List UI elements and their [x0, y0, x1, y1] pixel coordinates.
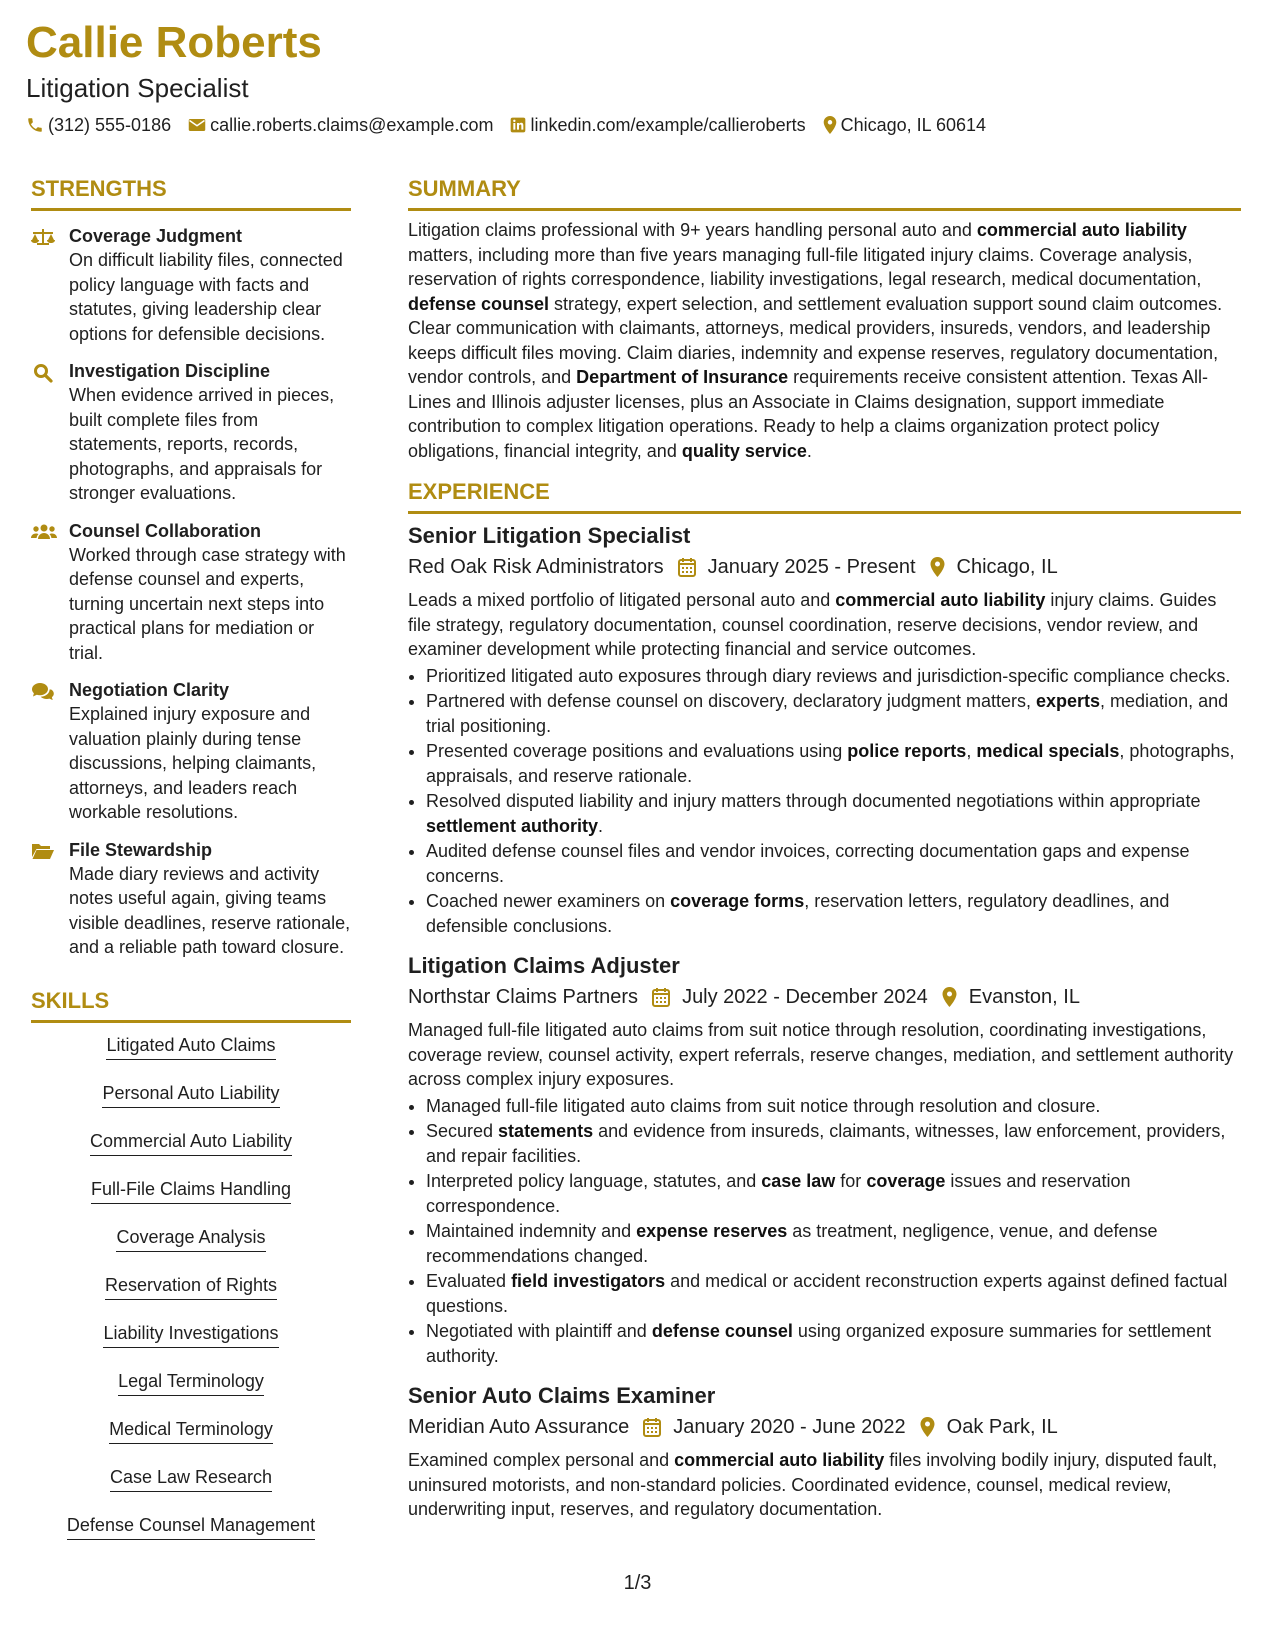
summary-text: Litigation claims professional with 9+ years handling personal auto and commercial auto liability matters, including more than five years managing full-file litigated injury claims. Coverage analysis, reservation of rights correspondence, liability investigations, legal research, medical documentation, defense counsel strategy, expert selection, and settlement evaluation support sound claim outcomes. Clear communication with claimants, attorneys, medical providers, insureds, vendors, and leadership keeps difficult files moving. Claim diaries, indemnity and expense reserves, regulatory documentation, vendor controls, and Department of Insurance requirements receive consistent attention. Texas All-Lines and Illinois adjuster licenses, plus an Associate in Claims designation, support immediate contribution to complex litigation operations. Ready to help a claims organization protect policy obligations, financial integrity, and quality service. [408, 220, 1223, 461]
map-pin-icon [823, 116, 837, 134]
job-location: Oak Park, IL [920, 1412, 1058, 1442]
skill-item: Case Law Research [31, 1465, 351, 1492]
job-title: Litigation Claims Adjuster [408, 953, 680, 978]
job-bullets [408, 664, 1241, 939]
bullet-item: • Secured statements and evidence from insureds, claimants, witnesses, law enforcement, providers, and repair facilities. [426, 1119, 1241, 1168]
location-text: Chicago, IL 60614 [840, 115, 987, 135]
skill-item: Medical Terminology [31, 1417, 351, 1444]
skill-item: Personal Auto Liability [31, 1081, 351, 1108]
skill-item: Commercial Auto Liability [31, 1129, 351, 1156]
strength-title: Investigation Discipline [69, 361, 271, 381]
strength-item [31, 359, 351, 506]
job-description: Managed full-file litigated auto claims from suit notice through resolution, coordinating investigations, coverage review, counsel activity, expert referrals, reserve changes, mediation, and settlement authority across complex injury exposures. [408, 1020, 1234, 1089]
job-entry [408, 952, 1241, 1368]
candidate-role: Litigation Specialist [26, 73, 249, 103]
calendar-icon [643, 1417, 661, 1437]
email-link[interactable]: callie.roberts.claims@example.com [210, 115, 494, 135]
skills-section [31, 988, 351, 1540]
experience-heading: EXPERIENCE [408, 479, 1241, 514]
strength-item [31, 519, 351, 666]
skill-item: Reservation of Rights [31, 1273, 351, 1300]
bold-keyword: expense reserves [636, 1221, 788, 1241]
bold-keyword: Department of Insurance [576, 367, 789, 387]
strength-title: Counsel Collaboration [69, 520, 262, 541]
strengths-heading: STRENGTHS [31, 176, 351, 211]
skill-item: Full-File Claims Handling [31, 1177, 351, 1204]
job-bullets [408, 1094, 1241, 1369]
map-pin-icon [930, 557, 945, 577]
skills-heading: SKILLS [31, 988, 351, 1023]
summary-heading: SUMMARY [408, 176, 1241, 211]
bullet-item: • Audited defense counsel files and vendor invoices, correcting documentation gaps and expense concerns. [426, 839, 1241, 888]
job-description: Leads a mixed portfolio of litigated personal auto and commercial auto liability injury claims. Guides file strategy, regulatory documentation, counsel coordination, reserve decisions, vendor review, and examiner development while protecting financial and service outcomes. [408, 590, 1217, 659]
right-column [408, 176, 1241, 1522]
contact-location [823, 114, 986, 136]
bold-keyword: field investigators [511, 1271, 666, 1291]
skill-item: Liability Investigations [31, 1321, 351, 1348]
linkedin-link[interactable]: linkedin.com/example/callieroberts [530, 115, 806, 135]
job-title: Senior Auto Claims Examiner [408, 1383, 716, 1408]
contact-phone [26, 114, 171, 136]
bold-keyword: settlement authority [426, 815, 599, 836]
bold-keyword: quality service [681, 440, 807, 461]
phone-text[interactable]: (312) 555-0186 [48, 115, 172, 135]
job-list [408, 522, 1241, 1522]
bold-keyword: medical specials [976, 741, 1120, 761]
bullet-item: • Maintained indemnity and expense reserves as treatment, negligence, venue, and defense recommendations changed. [426, 1219, 1241, 1268]
skill-item: Legal Terminology [31, 1369, 351, 1396]
job-meta [408, 982, 1241, 1012]
bold-keyword: case law [761, 1171, 836, 1191]
strength-item [31, 838, 351, 960]
job-company: Northstar Claims Partners [408, 986, 639, 1008]
strength-text: Explained injury exposure and valuation plainly during tense discussions, helping claimants, attorneys, and leaders reach workable resolutions. [69, 704, 317, 822]
job-dates: January 2020 - June 2022 [643, 1412, 905, 1442]
bullet-item: • Evaluated field investigators and medical or accident reconstruction experts against defined factual questions. [426, 1269, 1241, 1318]
envelope-icon [188, 117, 206, 133]
bold-keyword: experts [1035, 691, 1101, 711]
bullet-item: • Negotiated with plaintiff and defense counsel using organized exposure summaries for settlement authority. [426, 1319, 1241, 1368]
job-location: Chicago, IL [930, 552, 1058, 582]
job-company: Red Oak Risk Administrators [408, 556, 664, 578]
search-icon [33, 363, 53, 383]
skill-item: Coverage Analysis [31, 1225, 351, 1252]
page-number: 1/3 [623, 1572, 652, 1594]
job-description: Examined complex personal and commercial auto liability files involving bodily injury, disputed fault, uninsured motorists, and non-standard policies. Coordinated evidence, counsel, medical review, underwriting input, reserves, and regulatory documentation. [408, 1450, 1218, 1519]
job-dates: January 2025 - Present [678, 552, 916, 582]
contact-email [188, 114, 493, 136]
job-dates: July 2022 - December 2024 [652, 982, 928, 1012]
bold-keyword: coverage forms [670, 891, 805, 911]
strength-text: Worked through case strategy with defense counsel and experts, turning uncertain next steps into practical plans for mediation or trial. [69, 544, 346, 663]
bullet-item: • Managed full-file litigated auto claims from suit notice through resolution and closure. [426, 1094, 1241, 1119]
bold-keyword: defense counsel [408, 293, 550, 314]
job-entry [408, 1382, 1241, 1522]
bullet-item: • Partnered with defense counsel on discovery, declaratory judgment matters, experts, mediation, and trial positioning. [426, 689, 1241, 738]
strength-title: File Stewardship [69, 839, 213, 860]
contact-bar [26, 114, 1003, 136]
bold-keyword: commercial auto liability [976, 220, 1187, 240]
left-column [31, 176, 351, 1561]
bold-keyword: statements [498, 1121, 594, 1141]
bold-keyword: commercial auto liability [674, 1450, 885, 1470]
strength-item [31, 678, 351, 825]
comments-icon [31, 682, 55, 700]
experience-section [408, 479, 1241, 1522]
bullet-item: • Coached newer examiners on coverage forms, reservation letters, regulatory deadlines, and defensible conclusions. [426, 889, 1241, 938]
calendar-icon [652, 987, 670, 1007]
scale-icon [31, 228, 55, 246]
strength-text: Made diary reviews and activity notes useful again, giving teams visible deadlines, reserve rationale, and a reliable path toward closure. [69, 863, 351, 957]
job-company: Meridian Auto Assurance [408, 1416, 630, 1438]
job-title: Senior Litigation Specialist [408, 523, 691, 548]
job-entry [408, 522, 1241, 938]
map-pin-icon [942, 987, 957, 1007]
bold-keyword: commercial auto liability [835, 590, 1046, 610]
candidate-name: Callie Roberts [26, 18, 322, 67]
bold-keyword: police reports [847, 741, 967, 761]
bullet-item: • Presented coverage positions and evaluations using police reports, medical specials, photographs, appraisals, and reserve rationale. [426, 739, 1241, 788]
job-meta [408, 1412, 1241, 1442]
strength-item [31, 224, 351, 346]
map-pin-icon [920, 1417, 935, 1437]
phone-icon [26, 116, 44, 134]
bullet-item: • Resolved disputed liability and injury matters through documented negotiations within appropriate settlement authority. [426, 789, 1241, 838]
contact-linkedin [510, 114, 805, 136]
skill-item: Litigated Auto Claims [31, 1033, 351, 1060]
job-location: Evanston, IL [942, 982, 1080, 1012]
bullet-item: • Interpreted policy language, statutes, and case law for coverage issues and reservation correspondence. [426, 1169, 1241, 1218]
linkedin-icon [510, 117, 526, 133]
bold-keyword: defense counsel [651, 1321, 793, 1341]
strength-text: On difficult liability files, connected policy language with facts and statutes, giving leadership clear options for defensible decisions. [69, 250, 343, 344]
strength-title: Negotiation Clarity [69, 680, 230, 700]
calendar-icon [678, 557, 696, 577]
strength-text: When evidence arrived in pieces, built complete files from statements, reports, records, photographs, and appraisals for stronger evaluations. [69, 385, 335, 503]
users-icon [31, 523, 57, 541]
skills-list [31, 1033, 351, 1540]
skill-item: Defense Counsel Management [31, 1513, 351, 1540]
folder-open-icon [31, 842, 55, 860]
job-meta [408, 552, 1241, 582]
strength-title: Coverage Judgment [69, 226, 243, 246]
bold-keyword: coverage [866, 1171, 946, 1191]
bullet-item: • Prioritized litigated auto exposures through diary reviews and jurisdiction-specific compliance checks. [426, 664, 1241, 689]
